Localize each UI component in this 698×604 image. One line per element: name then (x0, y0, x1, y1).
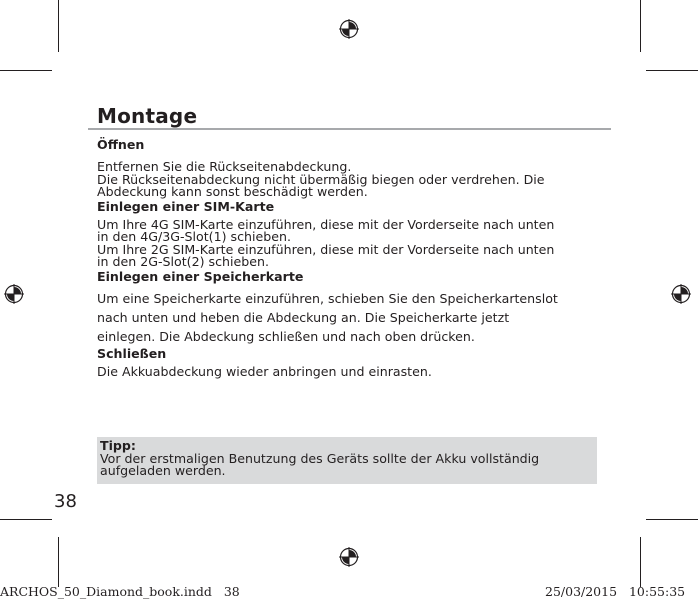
crop-mark-bottom-right-h (646, 519, 698, 520)
crop-mark-top-left-v (58, 0, 59, 52)
tip-box (97, 437, 597, 484)
slug-date: 25/03/2015 10:55:35 (545, 584, 686, 599)
content (97, 137, 617, 378)
paragraph-line: einlegen. Die Abdeckung schließen und nach oben drücken. (97, 328, 475, 344)
paragraph-line: Um Ihre 2G SIM-Karte einzuführen, diese mit der Vorderseite nach unten (97, 241, 555, 257)
paragraph-line: Die Akkuabdeckung wieder anbringen und einrasten. (97, 363, 432, 379)
section-heading-sim: Einlegen einer SIM-Karte (97, 198, 275, 214)
paragraph-line: Die Rückseitenabdeckung nicht übermäßig biegen oder verdrehen. Die (97, 171, 545, 187)
paragraph-line: Um Ihre 4G SIM-Karte einzuführen, diese mit der Vorderseite nach unten (97, 216, 555, 232)
registration-mark-bottom-icon (339, 547, 359, 567)
paragraph-line: Abdeckung kann sonst beschädigt werden. (97, 184, 368, 199)
crop-mark-bottom-left-v (58, 537, 59, 587)
section-heading-schliessen: Schließen (97, 345, 167, 361)
crop-mark-top-right-h (646, 70, 698, 71)
registration-mark-right-icon (671, 284, 691, 304)
page-title: Montage (97, 104, 198, 128)
paragraph-line: in den 4G/3G-Slot(1) schieben. (97, 229, 291, 244)
page-number: 38 (54, 491, 77, 512)
crop-mark-bottom-right-v (640, 537, 641, 587)
registration-mark-left-icon (4, 284, 24, 304)
paragraph-line: Entfernen Sie die Rückseitenabdeckung. (97, 159, 352, 174)
registration-mark-top-icon (339, 19, 359, 39)
crop-mark-bottom-left-h (0, 519, 52, 520)
tip-title: Tipp: (100, 438, 136, 453)
paragraph-line: in den 2G-Slot(2) schieben. (97, 254, 269, 269)
tip-line: aufgeladen werden. (100, 463, 226, 478)
title-underline (88, 128, 611, 130)
slug-file: ARCHOS_50_Diamond_book.indd 38 (0, 584, 240, 599)
section-heading-speicherkarte: Einlegen einer Speicherkarte (97, 268, 304, 284)
section-heading-oeffnen: Öffnen (97, 137, 145, 152)
paragraph-line: nach unten und heben die Abdeckung an. Die Speicherkarte jetzt (97, 309, 510, 325)
crop-mark-top-left-h (0, 70, 52, 71)
tip-line: Vor der erstmaligen Benutzung des Geräts sollte der Akku vollständig (100, 450, 540, 466)
paragraph-line: Um eine Speicherkarte einzuführen, schieben Sie den Speicherkartenslot (97, 290, 558, 306)
crop-mark-top-right-v (640, 0, 641, 52)
